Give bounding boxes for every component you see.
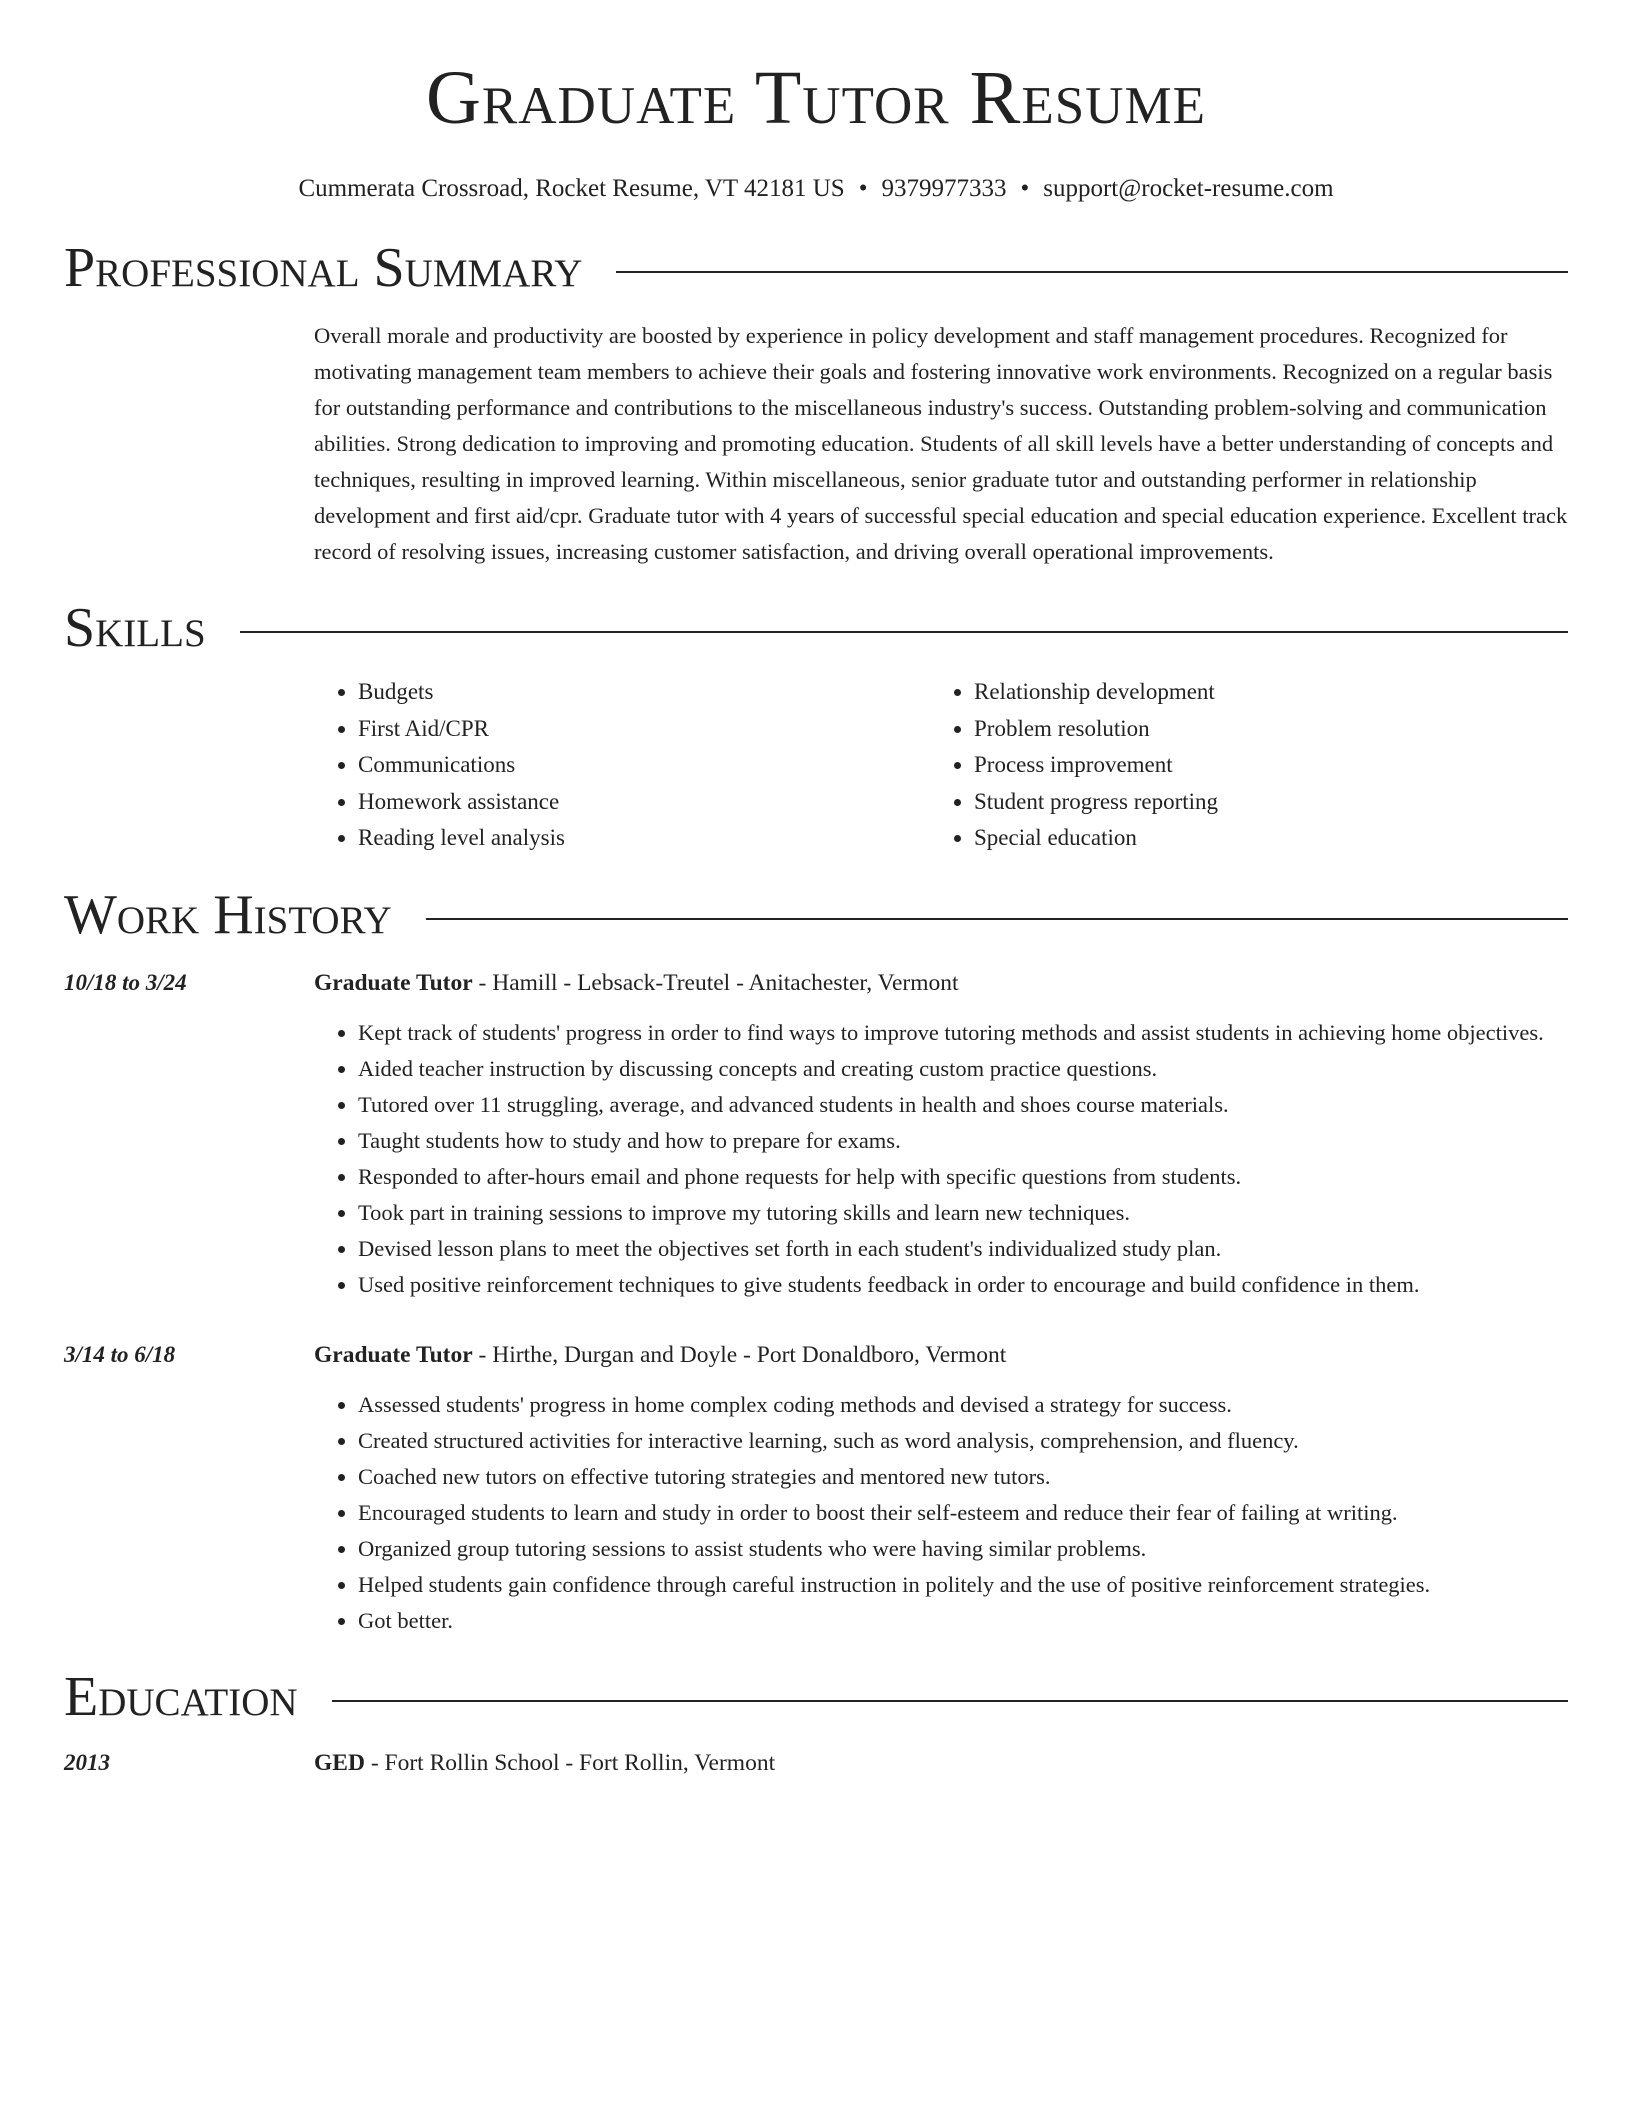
skills-list (314, 674, 1568, 857)
job-bullets (314, 1015, 1568, 1303)
education-details: - Fort Rollin School - Fort Rollin, Vermont (364, 1749, 776, 1776)
job-bullet: • Responded to after-hours email and phone requests for help with specific questions from students. (358, 1159, 1568, 1195)
job-bullet: • Got better. (358, 1603, 1568, 1639)
section-divider (426, 918, 1568, 920)
contact-separator: • (858, 175, 868, 202)
skill-item: • Special education (974, 820, 1546, 857)
education-entry (64, 1745, 1568, 1781)
skill-item: • First Aid/CPR (358, 711, 930, 748)
skills-column-left (314, 674, 930, 857)
job-bullet: • Encouraged students to learn and study in order to boost their self-esteem and reduce their fear of failing at writing. (358, 1495, 1568, 1531)
education-body (314, 1745, 1568, 1781)
skill-item: • Process improvement (974, 747, 1546, 784)
job-bullet: • Coached new tutors on effective tutoring strategies and mentored new tutors. (358, 1459, 1568, 1495)
education-year: 2013 (64, 1749, 110, 1775)
contact-email: support@rocket-resume.com (1043, 175, 1334, 202)
skill-item: • Reading level analysis (358, 820, 930, 857)
job-title: Graduate Tutor (314, 969, 473, 996)
job-details: - Hirthe, Durgan and Doyle - Port Donaldboro, Vermont (472, 1341, 1007, 1368)
job-title-line (314, 965, 1568, 1001)
job-bullet: • Took part in training sessions to improve my tutoring skills and learn new techniques. (358, 1195, 1568, 1231)
job-entry (64, 965, 1568, 1303)
job-bullet: • Assessed students' progress in home complex coding methods and devised a strategy for success. (358, 1387, 1568, 1423)
contact-line (64, 174, 1568, 204)
education-degree: GED (314, 1749, 365, 1776)
job-body (314, 1337, 1568, 1639)
skills-column-right (930, 674, 1546, 857)
job-bullet: • Devised lesson plans to meet the objectives set forth in each student's individualized study plan. (358, 1231, 1568, 1267)
job-bullet: • Tutored over 11 struggling, average, and advanced students in health and shoes course materials. (358, 1087, 1568, 1123)
skills-section-header (64, 597, 1568, 659)
resume-title: Graduate Tutor Resume (426, 56, 1206, 140)
skill-item: • Problem resolution (974, 711, 1546, 748)
job-bullets (314, 1387, 1568, 1639)
education-section-header (64, 1665, 1568, 1728)
work-section-header (64, 883, 1568, 946)
skill-item: • Communications (358, 747, 930, 784)
section-divider (332, 1700, 1568, 1702)
job-title: Graduate Tutor (314, 1341, 473, 1368)
skills-heading: Skills (64, 597, 206, 659)
job-bullet: • Helped students gain confidence through careful instruction in politely and the use of positive reinforcement strategies. (358, 1567, 1568, 1603)
job-details: - Hamill - Lebsack-Treutel - Anitachester, Vermont (472, 969, 959, 996)
resume-page (64, 0, 1568, 1781)
education-heading: Education (64, 1665, 298, 1728)
job-body (314, 965, 1568, 1303)
job-title-line (314, 1337, 1568, 1373)
skill-item: • Student progress reporting (974, 784, 1546, 821)
summary-section-header (64, 237, 1568, 299)
job-bullet: • Kept track of students' progress in order to find ways to improve tutoring methods and assist students in achieving home objectives. (358, 1015, 1568, 1051)
job-bullet: • Created structured activities for interactive learning, such as word analysis, comprehension, and fluency. (358, 1423, 1568, 1459)
education-title-line (314, 1745, 1568, 1781)
job-dates: 10/18 to 3/24 (64, 969, 187, 995)
job-bullet: • Taught students how to study and how to prepare for exams. (358, 1123, 1568, 1159)
section-divider (240, 631, 1568, 633)
contact-address: Cummerata Crossroad, Rocket Resume, VT 42181 US (298, 175, 845, 202)
summary-heading: Professional Summary (64, 237, 583, 299)
skill-item: • Relationship development (974, 674, 1546, 711)
job-bullet: • Aided teacher instruction by discussing concepts and creating custom practice questions. (358, 1051, 1568, 1087)
summary-text: Overall morale and productivity are boosted by experience in policy development and staff management procedures. Recognized for motivating management team members to achieve their goals and fostering innovative work environments. Recognized on a regular basis for outstanding performance and contributions to the miscellaneous industry's success. Outstanding problem-solving and communication abilities. Strong dedication to improving and promoting education. Students of all skill levels have a better understanding of concepts and techniques, resulting in improved learning. Within miscellaneous, senior graduate tutor and outstanding performer in relationship development and first aid/cpr. Graduate tutor with 4 years of successful special education and special education experience. Excellent track record of resolving issues, increasing customer satisfaction, and driving overall operational improvements. (314, 323, 1568, 564)
contact-separator: • (1020, 175, 1030, 202)
job-entry (64, 1337, 1568, 1639)
job-bullet: • Used positive reinforcement techniques to give students feedback in order to encourage and build confidence in them. (358, 1267, 1568, 1303)
skill-item: • Budgets (358, 674, 930, 711)
work-heading: Work History (64, 883, 392, 946)
contact-phone: 9379977333 (881, 175, 1007, 202)
job-dates: 3/14 to 6/18 (64, 1341, 176, 1367)
section-divider (616, 271, 1568, 273)
skill-item: • Homework assistance (358, 784, 930, 821)
job-bullet: • Organized group tutoring sessions to assist students who were having similar problems. (358, 1531, 1568, 1567)
